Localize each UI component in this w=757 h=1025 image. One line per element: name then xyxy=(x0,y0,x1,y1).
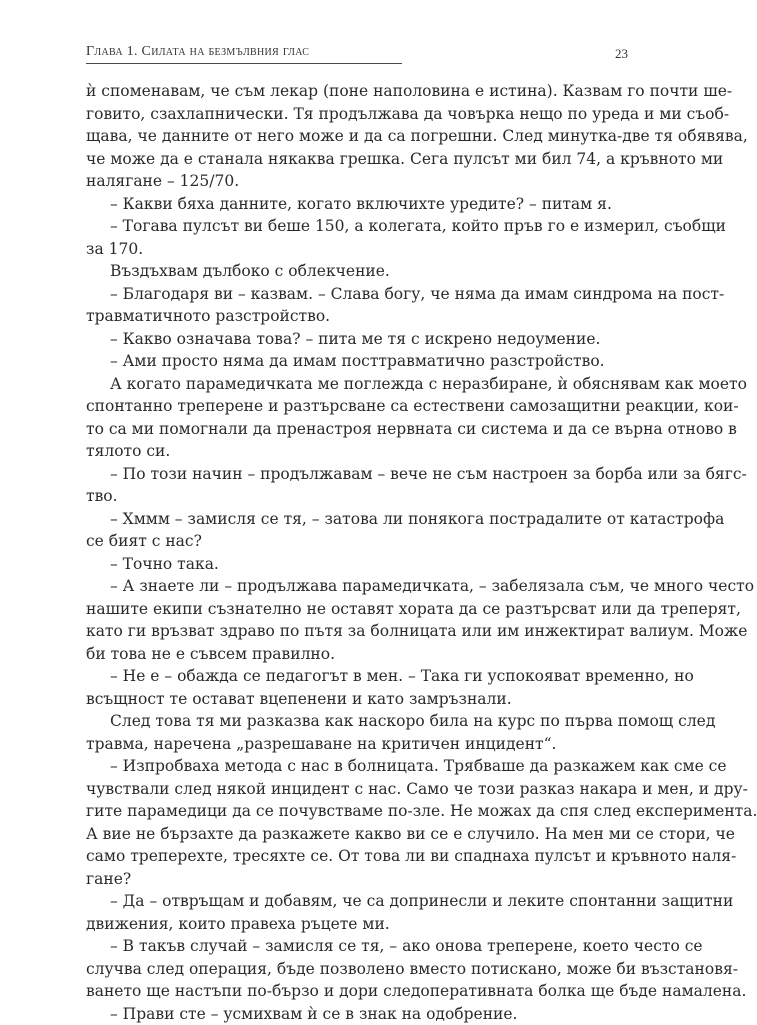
text-line: чувствали след някой инцидент с нас. Само че този разказ накара и мен, и дру- xyxy=(86,778,628,801)
page-number: 23 xyxy=(615,46,628,62)
text-line: щава, че данните от него може и да са погрешни. След минутка-две тя обявява, xyxy=(86,125,628,148)
text-line: то са ми помогнали да пренастроя нервната си система и да се върна отново в xyxy=(86,418,628,441)
text-line: гане? xyxy=(86,868,628,891)
text-line: би това не е съвсем правилно. xyxy=(86,643,628,666)
text-line: говито, сзахлапнически. Тя продължава да човърка нещо по уреда и ми съоб- xyxy=(86,103,628,126)
text-line: само треперехте, тресяхте се. От това ли ви спаднаха пулсът и кръвното наля- xyxy=(86,845,628,868)
text-line: – Какво означава това? – пита ме тя с искрено недоумение. xyxy=(86,328,628,351)
text-line: травматичното разстройство. xyxy=(86,305,628,328)
text-line: – Ами просто няма да имам посттравматично разстройство. xyxy=(86,350,628,373)
header-rule xyxy=(86,63,402,64)
text-line: – Хммм – замисля се тя, – затова ли понякога пострадалите от катастрофа xyxy=(86,508,628,531)
text-line: ѝ споменавам, че съм лекар (поне наполовина е истина). Казвам го почти ше- xyxy=(86,80,628,103)
text-line: гите парамедици да се почувстваме по-зле. Не можах да спя след експеримента. xyxy=(86,800,628,823)
text-line: всъщност те остават вцепенени и като замръзнали. xyxy=(86,688,628,711)
text-line: – Благодаря ви – казвам. – Слава богу, че няма да имам синдрома на пост- xyxy=(86,283,628,306)
text-line: налягане – 125/70. xyxy=(86,170,628,193)
text-line: – Тогава пулсът ви беше 150, а колегата, който пръв го е измерил, съобщи xyxy=(86,215,628,238)
text-line: нашите екипи съзнателно не оставят хората да се разтърсват или да треперят, xyxy=(86,598,628,621)
text-line: тво. xyxy=(86,485,628,508)
body-text xyxy=(86,80,628,1025)
text-line: – Прави сте – усмихвам ѝ се в знак на одобрение. xyxy=(86,1003,628,1025)
text-line: След това тя ми разказва как наскоро била на курс по първа помощ след xyxy=(86,710,628,733)
text-line: спонтанно треперене и разтърсване са естествени самозащитни реакции, кои- xyxy=(86,395,628,418)
text-line: – Не е – обажда се педагогът в мен. – Така ги успокояват временно, но xyxy=(86,665,628,688)
text-line: – Точно така. xyxy=(86,553,628,576)
running-title: Глава 1. Силата на безмълвния глас xyxy=(86,44,309,60)
text-line: – В такъв случай – замисля се тя, – ако онова треперене, което често се xyxy=(86,935,628,958)
text-line: че може да е станала някаква грешка. Сега пулсът ми бил 74, а кръвното ми xyxy=(86,148,628,171)
page-header xyxy=(86,44,628,64)
text-line: за 170. xyxy=(86,238,628,261)
text-line: – По този начин – продължавам – вече не съм настроен за борба или за бягс- xyxy=(86,463,628,486)
text-line: – Да – отвръщам и добавям, че са допринесли и леките спонтанни защитни xyxy=(86,890,628,913)
text-line: случва след операция, бъде позволено вместо потискано, може би възстановя- xyxy=(86,958,628,981)
text-line: – А знаете ли – продължава парамедичката, – забелязала съм, че много често xyxy=(86,575,628,598)
text-line: А когато парамедичката ме поглежда с неразбиране, ѝ обяснявам как моето xyxy=(86,373,628,396)
text-line: А вие не бързахте да разкажете какво ви се е случило. На мен ми се стори, че xyxy=(86,823,628,846)
text-line: травма, наречена „разрешаване на критичен инцидент“. xyxy=(86,733,628,756)
text-line: движения, които правеха ръцете ми. xyxy=(86,913,628,936)
text-line: Въздъхвам дълбоко с облекчение. xyxy=(86,260,628,283)
text-line: се бият с нас? xyxy=(86,530,628,553)
text-line: ването ще настъпи по-бързо и дори следоперативната болка ще бъде намалена. xyxy=(86,980,628,1003)
text-line: – Изпробваха метода с нас в болницата. Трябваше да разкажем как сме се xyxy=(86,755,628,778)
text-line: тялото си. xyxy=(86,440,628,463)
text-line: – Какви бяха данните, когато включихте уредите? – питам я. xyxy=(86,193,628,216)
text-line: като ги връзват здраво по пътя за болницата или им инжектират валиум. Може xyxy=(86,620,628,643)
